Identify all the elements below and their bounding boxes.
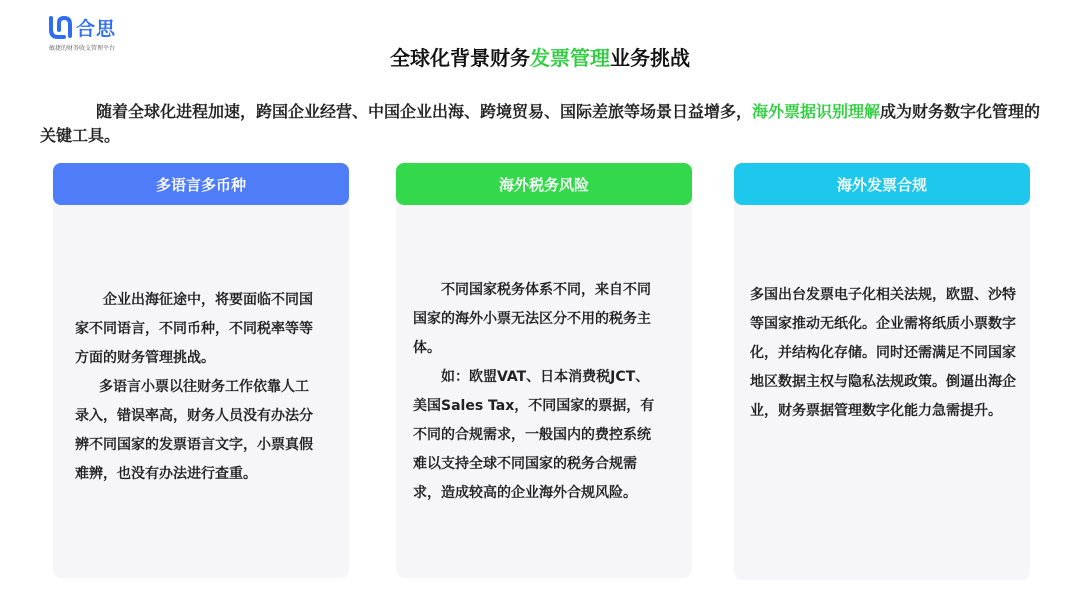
card-body [396,276,692,508]
hesi-logo-icon [48,14,74,40]
card-paragraph: 多语言小票以往财务工作依靠人工录入，错误率高，财务人员没有办法分辨不同国家的发票语言文字，小票真假难辨，也没有办法进行查重。 [75,379,313,482]
card-body [53,286,349,489]
brand-tagline: 敏捷的财务收支管理平台 [49,45,116,52]
card-header-label: 多语言多币种 [155,175,246,194]
intro-paragraph [40,100,1055,148]
card-overseas-invoice-compliance [734,163,1030,580]
page-title [0,42,1080,71]
card-paragraph: 如：欧盟VAT、日本消费税JCT、美国Sales Tax，不同国家的票据，有不同的合规需求，一般国内的费控系统难以支持全球不同国家的税务合规需求，造成较高的企业海外合规风险。 [413,369,655,501]
brand-name: 合思 [76,18,117,40]
title-highlight: 发票管理 [530,46,610,70]
intro-suffix: 成为财务数字化管理的关键工具。 [40,102,1041,145]
card-header-label: 海外发票合规 [836,175,927,194]
title-suffix: 业务挑战 [610,46,690,70]
card-overseas-tax-risk [396,163,692,578]
card-header [734,163,1030,205]
card-multi-language [53,163,349,578]
card-body [734,281,1030,426]
card-paragraph: 多国出台发票电子化相关法规，欧盟、沙特等国家推动无纸化。企业需将纸质小票数字化，并结构化存储。同时还需满足不同国家地区数据主权与隐私法规政策。倒逼出海企业，财务票据管理数字化能力急需提升。 [750,287,1016,419]
intro-highlight: 海外票据识别理解 [752,102,881,121]
card-paragraph: 不同国家税务体系不同，来自不同国家的海外小票无法区分不用的税务主体。 [413,282,651,356]
card-header [53,163,349,205]
card-header-label: 海外税务风险 [498,175,589,194]
card-header [396,163,692,205]
intro-prefix: 随着全球化进程加速，跨国企业经营、中国企业出海、跨境贸易、国际差旅等场景日益增多， [96,102,753,121]
card-paragraph: 企业出海征途中，将要面临不同国家不同语言，不同币种，不同税率等等方面的财务管理挑战。 [75,292,313,366]
title-prefix: 全球化背景财务 [390,46,530,70]
